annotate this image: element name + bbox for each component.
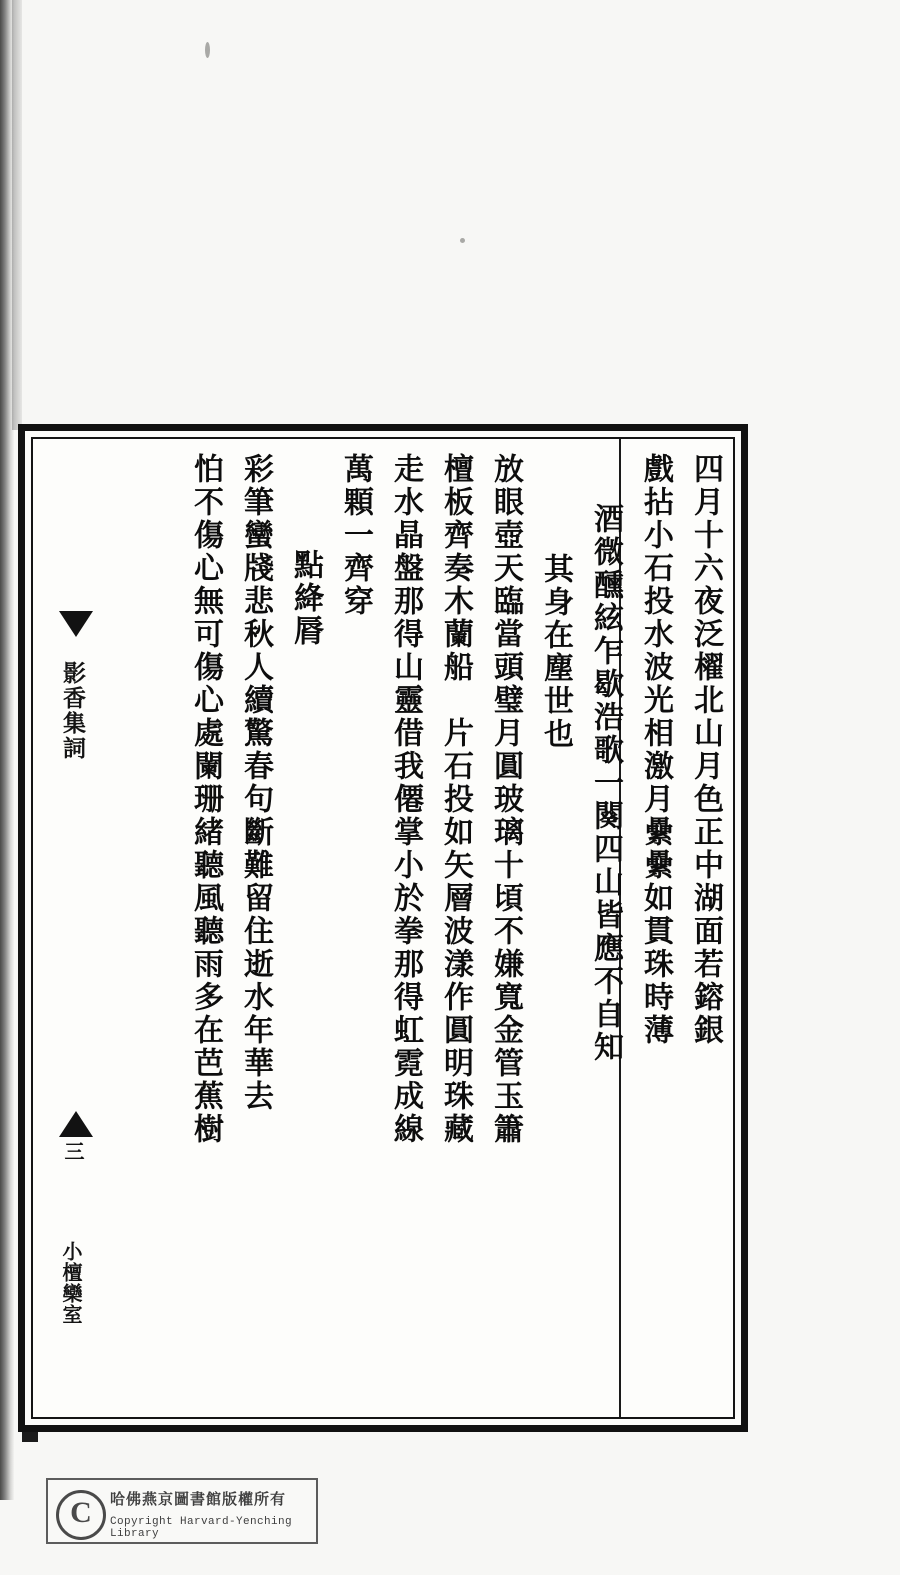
text-column: 萬顆一齊穿 (338, 453, 373, 618)
text-columns (45, 449, 721, 1405)
paper-speck (460, 238, 465, 243)
copyright-icon: C (56, 1490, 106, 1540)
tune-title-column: 點絳脣 (288, 549, 323, 648)
volume-mark: 三 (61, 1141, 85, 1163)
stamp-english-text: Copyright Harvard-Yenching Library (110, 1516, 293, 1540)
text-column: 其身在塵世也 (538, 553, 573, 751)
text-column: 放眼壺天臨當頭璧月圓玻璃十頃不嫌寬金管玉簫 (488, 453, 523, 1146)
text-column: 彩筆蠻牋悲秋人續驚春句斷難留住逝水年華去 (238, 453, 273, 1113)
paper-speck (205, 42, 210, 58)
woodblock-frame (18, 424, 748, 1432)
text-column: 檀板齊奏木蘭船 片石投如矢層波漾作圓明珠藏 (438, 453, 473, 1146)
fishtail-mark-icon (59, 1111, 93, 1137)
publisher-imprint: 小檀欒室 (59, 1241, 83, 1325)
text-column: 四月十六夜泛櫂北山月色正中湖面若鎔銀 (688, 453, 723, 1047)
text-column: 酒微醺絃乍歇浩歌一闋四山皆應不自知 (588, 503, 623, 1064)
text-column: 怕不傷心無可傷心處闌珊緒聽風聽雨多在芭蕉樹 (188, 453, 223, 1146)
woodblock-inner-frame (31, 437, 735, 1419)
text-column: 走水晶盤那得山靈借我僊掌小於拳那得虹霓成線 (388, 453, 423, 1146)
center-fold-margin (53, 451, 109, 1405)
library-copyright-stamp (46, 1478, 318, 1544)
scan-binding-shadow-secondary (12, 0, 22, 430)
fishtail-mark-icon (59, 611, 93, 637)
series-title: 影香集詞 (59, 661, 86, 761)
text-column: 戲拈小石投水波光相激月纍纍如貫珠時薄 (638, 453, 673, 1047)
ink-blot (22, 1432, 38, 1442)
stamp-chinese-text: 哈佛燕京圖書館版權所有 (110, 1490, 287, 1508)
